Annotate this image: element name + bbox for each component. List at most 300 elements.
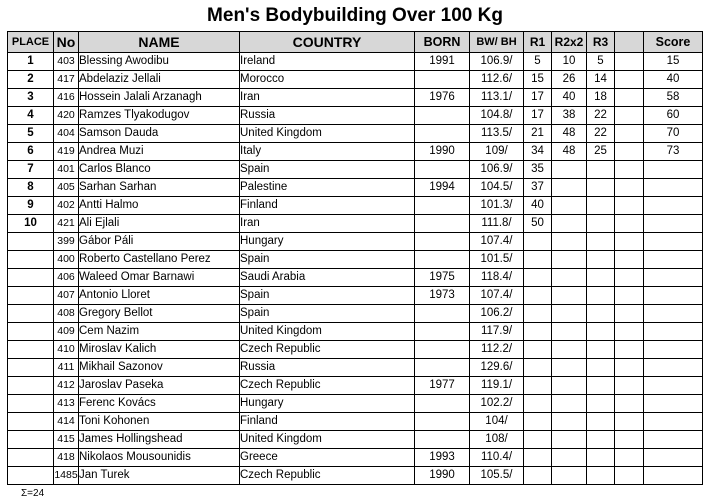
round3-cell [587, 431, 615, 449]
place-cell [8, 413, 54, 431]
bodyweight-cell: 106.2/ [470, 305, 524, 323]
bodyweight-cell: 107.4/ [470, 233, 524, 251]
bodyweight-cell: 112.2/ [470, 341, 524, 359]
table-row [8, 197, 703, 215]
born-cell [415, 215, 470, 233]
round1-cell: 37 [524, 179, 552, 197]
score-cell [644, 413, 703, 431]
place-cell: 1 [8, 53, 54, 71]
round3-cell: 22 [587, 107, 615, 125]
name-cell: Toni Kohonen [79, 413, 240, 431]
round3-cell [587, 287, 615, 305]
table-row [8, 377, 703, 395]
number-cell: 417 [54, 71, 79, 89]
score-cell [644, 467, 703, 485]
country-cell: United Kingdom [240, 431, 415, 449]
place-cell [8, 287, 54, 305]
born-cell [415, 323, 470, 341]
born-cell [415, 305, 470, 323]
country-cell: Czech Republic [240, 377, 415, 395]
bodyweight-cell: 104/ [470, 413, 524, 431]
round3-cell: 14 [587, 71, 615, 89]
table-row [8, 449, 703, 467]
round2-cell [552, 341, 587, 359]
round3-cell [587, 197, 615, 215]
round1-cell [524, 377, 552, 395]
bodyweight-cell: 105.5/ [470, 467, 524, 485]
bodyweight-cell: 108/ [470, 431, 524, 449]
born-cell: 1993 [415, 449, 470, 467]
place-cell: 10 [8, 215, 54, 233]
table-row [8, 89, 703, 107]
country-cell: Spain [240, 305, 415, 323]
number-cell: 401 [54, 161, 79, 179]
score-cell [644, 215, 703, 233]
table-row [8, 341, 703, 359]
round2-cell [552, 395, 587, 413]
place-cell [8, 305, 54, 323]
number-cell: 412 [54, 377, 79, 395]
number-cell: 403 [54, 53, 79, 71]
table-row [8, 215, 703, 233]
place-cell: 6 [8, 143, 54, 161]
country-cell: Greece [240, 449, 415, 467]
place-cell [8, 233, 54, 251]
round2-cell [552, 251, 587, 269]
score-cell [644, 179, 703, 197]
country-cell: United Kingdom [240, 323, 415, 341]
header-r3: R3 [587, 32, 615, 53]
born-cell [415, 233, 470, 251]
number-cell: 404 [54, 125, 79, 143]
name-cell: Hossein Jalali Arzanagh [79, 89, 240, 107]
place-cell: 7 [8, 161, 54, 179]
round1-cell [524, 323, 552, 341]
score-cell: 73 [644, 143, 703, 161]
blank-cell [615, 161, 644, 179]
name-cell: Ferenc Kovács [79, 395, 240, 413]
blank-cell [615, 467, 644, 485]
country-cell: Russia [240, 359, 415, 377]
place-cell [8, 431, 54, 449]
number-cell: 415 [54, 431, 79, 449]
round2-cell: 38 [552, 107, 587, 125]
country-cell: Iran [240, 215, 415, 233]
round2-cell [552, 359, 587, 377]
blank-cell [615, 395, 644, 413]
round2-cell [552, 377, 587, 395]
blank-cell [615, 287, 644, 305]
round3-cell [587, 341, 615, 359]
table-row [8, 269, 703, 287]
bodyweight-cell: 102.2/ [470, 395, 524, 413]
blank-cell [615, 359, 644, 377]
place-cell: 9 [8, 197, 54, 215]
bodyweight-cell: 104.5/ [470, 179, 524, 197]
round2-cell [552, 305, 587, 323]
name-cell: Waleed Omar Barnawi [79, 269, 240, 287]
blank-cell [615, 305, 644, 323]
number-cell: 418 [54, 449, 79, 467]
country-cell: Morocco [240, 71, 415, 89]
round2-cell [552, 179, 587, 197]
header-born: BORN [415, 32, 470, 53]
name-cell: Sarhan Sarhan [79, 179, 240, 197]
bodyweight-cell: 129.6/ [470, 359, 524, 377]
table-row [8, 233, 703, 251]
table-row [8, 413, 703, 431]
blank-cell [615, 269, 644, 287]
table-row [8, 467, 703, 485]
round2-cell [552, 431, 587, 449]
table-row [8, 359, 703, 377]
country-cell: Palestine [240, 179, 415, 197]
bodyweight-cell: 117.9/ [470, 323, 524, 341]
round1-cell [524, 305, 552, 323]
number-cell: 419 [54, 143, 79, 161]
born-cell [415, 251, 470, 269]
bodyweight-cell: 101.5/ [470, 251, 524, 269]
born-cell: 1977 [415, 377, 470, 395]
score-cell: 60 [644, 107, 703, 125]
born-cell [415, 431, 470, 449]
blank-cell [615, 179, 644, 197]
country-cell: Finland [240, 413, 415, 431]
place-cell [8, 341, 54, 359]
round3-cell [587, 449, 615, 467]
round1-cell: 21 [524, 125, 552, 143]
round2-cell: 48 [552, 143, 587, 161]
round3-cell [587, 413, 615, 431]
round3-cell [587, 269, 615, 287]
name-cell: Antti Halmo [79, 197, 240, 215]
bodyweight-cell: 118.4/ [470, 269, 524, 287]
table-row [8, 395, 703, 413]
score-cell [644, 449, 703, 467]
name-cell: Ramzes Tlyakodugov [79, 107, 240, 125]
number-cell: 413 [54, 395, 79, 413]
blank-cell [615, 215, 644, 233]
table-row [8, 179, 703, 197]
blank-cell [615, 431, 644, 449]
number-cell: 411 [54, 359, 79, 377]
round2-cell [552, 287, 587, 305]
name-cell: Roberto Castellano Perez [79, 251, 240, 269]
number-cell: 407 [54, 287, 79, 305]
name-cell: Abdelaziz Jellali [79, 71, 240, 89]
table-row [8, 287, 703, 305]
born-cell [415, 341, 470, 359]
score-cell: 70 [644, 125, 703, 143]
round2-cell [552, 323, 587, 341]
number-cell: 399 [54, 233, 79, 251]
header-r2x2: R2x2 [552, 32, 587, 53]
table-row [8, 431, 703, 449]
score-cell: 40 [644, 71, 703, 89]
number-cell: 1485 [54, 467, 79, 485]
round3-cell [587, 395, 615, 413]
name-cell: Cem Nazim [79, 323, 240, 341]
blank-cell [615, 449, 644, 467]
round1-cell [524, 431, 552, 449]
number-cell: 410 [54, 341, 79, 359]
country-cell: Hungary [240, 395, 415, 413]
round2-cell [552, 467, 587, 485]
round3-cell: 22 [587, 125, 615, 143]
header-country: COUNTRY [240, 32, 415, 53]
table-row [8, 161, 703, 179]
score-cell [644, 395, 703, 413]
round1-cell [524, 359, 552, 377]
round2-cell: 40 [552, 89, 587, 107]
table-row [8, 251, 703, 269]
name-cell: Andrea Muzi [79, 143, 240, 161]
number-cell: 409 [54, 323, 79, 341]
name-cell: Ali Ejlali [79, 215, 240, 233]
blank-cell [615, 107, 644, 125]
header-score: Score [644, 32, 703, 53]
number-cell: 408 [54, 305, 79, 323]
entry-count: Σ=24 [21, 488, 45, 499]
round2-cell [552, 269, 587, 287]
blank-cell [615, 251, 644, 269]
header-place: PLACE [8, 32, 54, 53]
round2-cell [552, 197, 587, 215]
name-cell: Miroslav Kalich [79, 341, 240, 359]
place-cell [8, 359, 54, 377]
blank-cell [615, 53, 644, 71]
bodyweight-cell: 109/ [470, 143, 524, 161]
born-cell [415, 395, 470, 413]
blank-cell [615, 71, 644, 89]
round1-cell: 35 [524, 161, 552, 179]
table-row [8, 305, 703, 323]
blank-cell [615, 323, 644, 341]
round3-cell [587, 233, 615, 251]
score-cell [644, 377, 703, 395]
blank-cell [615, 233, 644, 251]
born-cell [415, 125, 470, 143]
name-cell: Jaroslav Paseka [79, 377, 240, 395]
round3-cell [587, 359, 615, 377]
bodyweight-cell: 107.4/ [470, 287, 524, 305]
table-row [8, 323, 703, 341]
country-cell: Czech Republic [240, 467, 415, 485]
round3-cell [587, 161, 615, 179]
round1-cell [524, 467, 552, 485]
place-cell [8, 323, 54, 341]
born-cell [415, 197, 470, 215]
name-cell: Samson Dauda [79, 125, 240, 143]
blank-cell [615, 197, 644, 215]
round1-cell: 17 [524, 107, 552, 125]
round2-cell: 10 [552, 53, 587, 71]
round2-cell: 26 [552, 71, 587, 89]
blank-cell [615, 341, 644, 359]
round3-cell: 25 [587, 143, 615, 161]
number-cell: 405 [54, 179, 79, 197]
header-name: NAME [79, 32, 240, 53]
country-cell: Saudi Arabia [240, 269, 415, 287]
bodyweight-cell: 113.5/ [470, 125, 524, 143]
born-cell: 1973 [415, 287, 470, 305]
round1-cell [524, 269, 552, 287]
bodyweight-cell: 113.1/ [470, 89, 524, 107]
number-cell: 406 [54, 269, 79, 287]
born-cell [415, 413, 470, 431]
round2-cell [552, 233, 587, 251]
place-cell [8, 467, 54, 485]
blank-cell [615, 89, 644, 107]
round2-cell: 48 [552, 125, 587, 143]
bodyweight-cell: 111.8/ [470, 215, 524, 233]
round3-cell [587, 377, 615, 395]
table-row [8, 53, 703, 71]
name-cell: Mikhail Sazonov [79, 359, 240, 377]
round3-cell [587, 305, 615, 323]
country-cell: Czech Republic [240, 341, 415, 359]
born-cell: 1990 [415, 143, 470, 161]
name-cell: Gregory Bellot [79, 305, 240, 323]
born-cell [415, 107, 470, 125]
place-cell: 8 [8, 179, 54, 197]
table-row [8, 125, 703, 143]
place-cell [8, 251, 54, 269]
header-no: No [54, 32, 79, 53]
round2-cell [552, 413, 587, 431]
born-cell: 1994 [415, 179, 470, 197]
country-cell: Ireland [240, 53, 415, 71]
round1-cell: 5 [524, 53, 552, 71]
name-cell: James Hollingshead [79, 431, 240, 449]
round3-cell [587, 251, 615, 269]
round2-cell [552, 215, 587, 233]
score-cell [644, 359, 703, 377]
score-cell [644, 341, 703, 359]
place-cell [8, 395, 54, 413]
table-row [8, 71, 703, 89]
header-r1: R1 [524, 32, 552, 53]
results-table [7, 31, 703, 485]
table-row [8, 143, 703, 161]
number-cell: 416 [54, 89, 79, 107]
blank-cell [615, 377, 644, 395]
round2-cell [552, 449, 587, 467]
country-cell: Spain [240, 287, 415, 305]
born-cell: 1991 [415, 53, 470, 71]
bodyweight-cell: 110.4/ [470, 449, 524, 467]
bodyweight-cell: 112.6/ [470, 71, 524, 89]
round3-cell [587, 467, 615, 485]
country-cell: Finland [240, 197, 415, 215]
bodyweight-cell: 106.9/ [470, 161, 524, 179]
round1-cell [524, 233, 552, 251]
country-cell: Spain [240, 251, 415, 269]
born-cell [415, 71, 470, 89]
country-cell: United Kingdom [240, 125, 415, 143]
born-cell: 1975 [415, 269, 470, 287]
header-blank [615, 32, 644, 53]
name-cell: Gábor Páli [79, 233, 240, 251]
place-cell: 3 [8, 89, 54, 107]
header-row [8, 32, 703, 53]
country-cell: Hungary [240, 233, 415, 251]
number-cell: 420 [54, 107, 79, 125]
place-cell: 4 [8, 107, 54, 125]
score-cell [644, 287, 703, 305]
score-cell [644, 431, 703, 449]
country-cell: Spain [240, 161, 415, 179]
place-cell [8, 269, 54, 287]
name-cell: Nikolaos Mousounidis [79, 449, 240, 467]
place-cell: 2 [8, 71, 54, 89]
born-cell [415, 359, 470, 377]
round1-cell [524, 395, 552, 413]
name-cell: Carlos Blanco [79, 161, 240, 179]
round1-cell: 40 [524, 197, 552, 215]
born-cell [415, 161, 470, 179]
round2-cell [552, 161, 587, 179]
number-cell: 414 [54, 413, 79, 431]
round1-cell [524, 251, 552, 269]
score-cell: 58 [644, 89, 703, 107]
born-cell: 1990 [415, 467, 470, 485]
round1-cell: 17 [524, 89, 552, 107]
round1-cell: 50 [524, 215, 552, 233]
round1-cell [524, 287, 552, 305]
bodyweight-cell: 119.1/ [470, 377, 524, 395]
country-cell: Italy [240, 143, 415, 161]
header-bw: BW/ BH [470, 32, 524, 53]
round1-cell: 34 [524, 143, 552, 161]
score-cell [644, 233, 703, 251]
blank-cell [615, 143, 644, 161]
place-cell [8, 449, 54, 467]
round3-cell [587, 323, 615, 341]
page-title: Men's Bodybuilding Over 100 Kg [207, 5, 503, 26]
number-cell: 400 [54, 251, 79, 269]
blank-cell [615, 413, 644, 431]
place-cell: 5 [8, 125, 54, 143]
score-cell: 15 [644, 53, 703, 71]
round1-cell [524, 449, 552, 467]
number-cell: 402 [54, 197, 79, 215]
score-cell [644, 161, 703, 179]
name-cell: Blessing Awodibu [79, 53, 240, 71]
bodyweight-cell: 106.9/ [470, 53, 524, 71]
born-cell: 1976 [415, 89, 470, 107]
round1-cell [524, 413, 552, 431]
round3-cell [587, 215, 615, 233]
round1-cell: 15 [524, 71, 552, 89]
score-cell [644, 269, 703, 287]
score-cell [644, 305, 703, 323]
score-cell [644, 197, 703, 215]
country-cell: Russia [240, 107, 415, 125]
country-cell: Iran [240, 89, 415, 107]
name-cell: Jan Turek [79, 467, 240, 485]
bodyweight-cell: 104.8/ [470, 107, 524, 125]
round3-cell: 5 [587, 53, 615, 71]
score-cell [644, 251, 703, 269]
bodyweight-cell: 101.3/ [470, 197, 524, 215]
round3-cell [587, 179, 615, 197]
table-row [8, 107, 703, 125]
place-cell [8, 377, 54, 395]
round3-cell: 18 [587, 89, 615, 107]
round1-cell [524, 341, 552, 359]
number-cell: 421 [54, 215, 79, 233]
